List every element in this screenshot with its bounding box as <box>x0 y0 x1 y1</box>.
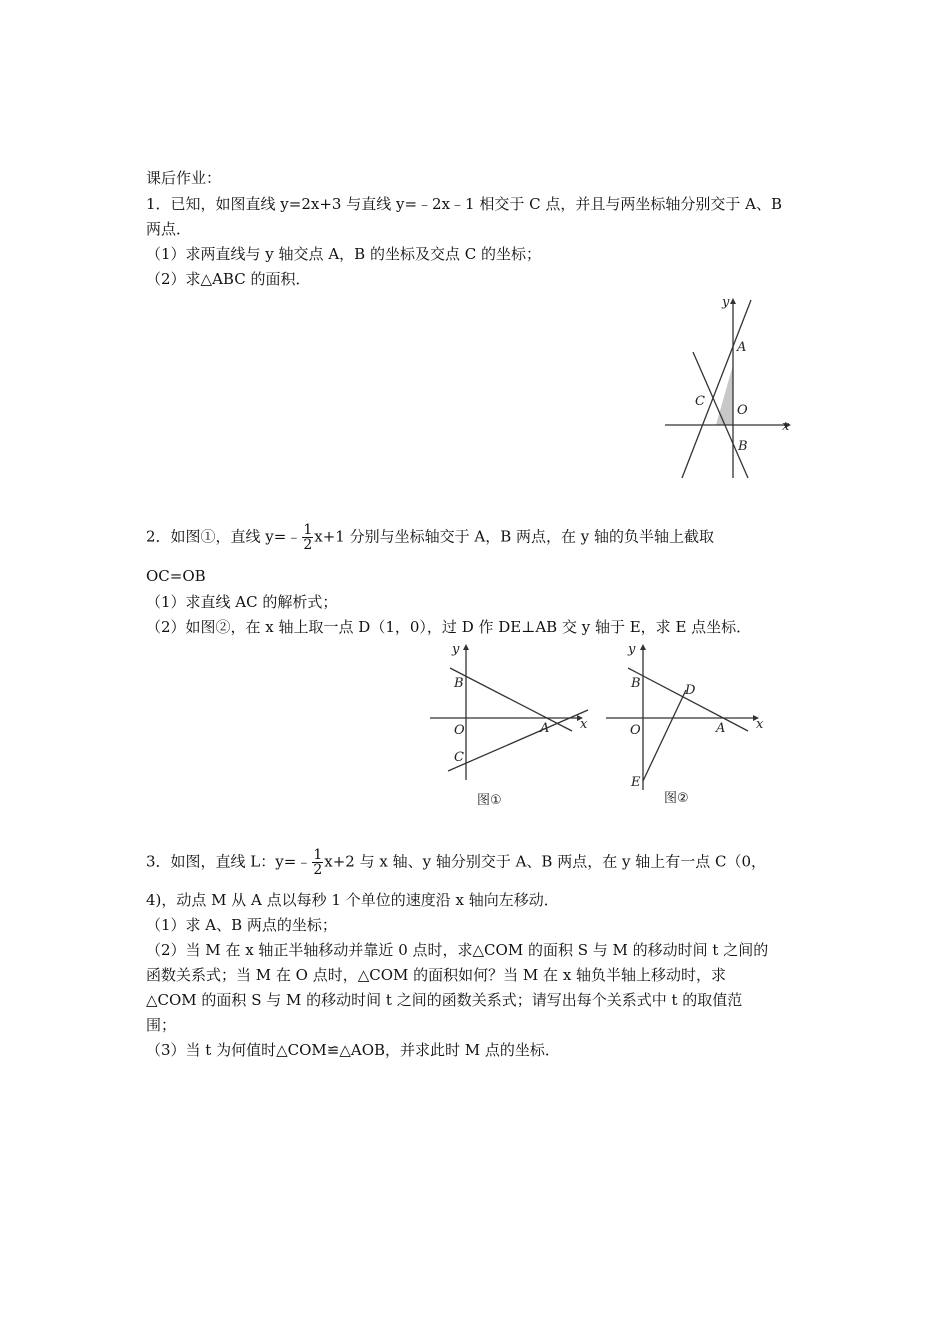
figure-2-caption: 图② <box>664 791 689 806</box>
q3-frac-denominator: 2 <box>313 862 323 878</box>
y-axis-label: y <box>628 642 636 657</box>
q2-figure-1 <box>430 640 600 815</box>
x-axis-label: x <box>782 419 790 434</box>
homework-title: 课后作业： <box>146 169 222 187</box>
point-c-label: C <box>454 750 464 765</box>
triangle-abc-shading <box>716 365 733 425</box>
y-axis-label: y <box>722 295 730 310</box>
line-ac <box>448 710 588 771</box>
q3-part3: （3）当 t 为何值时△COM≌△AOB，并求此时 M 点的坐标． <box>146 1041 560 1059</box>
q3-fraction <box>312 848 323 877</box>
q3-text-pre: 3．如图，直线 L：y=﹣ <box>146 852 312 871</box>
q2-frac-denominator: 2 <box>303 537 313 553</box>
q3-text-post: x+2 与 x 轴、y 轴分别交于 A、B 两点，在 y 轴上有一点 C（0， <box>324 852 767 871</box>
q3-part2-line1: （2）当 M 在 x 轴正半轴移动并靠近 0 点时，求△COM 的面积 S 与 M 的移动时间 t 之间的 <box>146 941 769 959</box>
q1-statement-line2: 两点． <box>146 220 192 238</box>
origin-label: O <box>454 723 465 738</box>
point-b-label: B <box>454 676 464 691</box>
figure-1-caption: 图① <box>477 793 502 808</box>
point-a-label: A <box>716 721 726 736</box>
q2-part2: （2）如图②，在 x 轴上取一点 D（1，0），过 D 作 DE⊥AB 交 y 轴于 E，求 E 点坐标． <box>146 618 752 636</box>
origin-label: O <box>630 723 641 738</box>
q2-statement-line1 <box>146 523 714 552</box>
q1-statement-line1: 1．已知，如图直线 y=2x+3 与直线 y=﹣2x﹣1 相交于 C 点，并且与两坐标轴分别交于 A、B <box>146 195 783 213</box>
q2-statement-line2: OC=OB <box>146 567 206 585</box>
point-e-label: E <box>631 775 641 790</box>
q3-part1: （1）求 A、B 两点的坐标； <box>146 916 337 934</box>
x-axis-label: x <box>756 717 764 732</box>
point-a-label: A <box>737 340 747 355</box>
q3-part2-line2: 函数关系式；当 M 在 O 点时，△COM 的面积如何？当 M 在 x 轴负半轴上移动时，求 <box>146 966 727 984</box>
point-c-label: C <box>695 394 705 409</box>
q2-frac-numerator: 1 <box>303 522 313 538</box>
y-axis-label: y <box>452 642 460 657</box>
q3-frac-numerator: 1 <box>313 847 323 863</box>
q3-part2-line4: 围； <box>146 1016 177 1034</box>
y-axis-arrow <box>730 298 736 304</box>
q2-figure-2 <box>606 640 776 815</box>
q2-fraction <box>302 523 313 552</box>
q3-statement-line1 <box>146 848 766 877</box>
q2-text-pre: 2．如图①，直线 y=﹣ <box>146 527 302 546</box>
line-de <box>643 690 686 781</box>
q3-statement-line2: 4)，动点 M 从 A 点以每秒 1 个单位的速度沿 x 轴向左移动． <box>146 891 559 909</box>
point-a-label: A <box>540 721 550 736</box>
q2-text-post: x+1 分别与坐标轴交于 A，B 两点，在 y 轴的负半轴上截取 <box>314 527 715 546</box>
point-d-label: D <box>685 683 696 698</box>
point-b-label: B <box>631 676 641 691</box>
y-axis-arrow <box>640 644 646 650</box>
q2-part1: （1）求直线 AC 的解析式； <box>146 593 338 611</box>
q1-part2: （2）求△ABC 的面积． <box>146 270 311 288</box>
y-axis-arrow <box>463 644 469 650</box>
line-ab <box>450 668 572 731</box>
q1-part1: （1）求两直线与 y 轴交点 A，B 的坐标及交点 C 的坐标； <box>146 245 541 263</box>
line-ab <box>628 668 748 731</box>
q1-figure <box>660 292 800 482</box>
q3-part2-line3: △COM 的面积 S 与 M 的移动时间 t 之间的函数关系式；请写出每个关系式中 t 的取值范 <box>146 991 743 1009</box>
origin-label: O <box>737 403 748 418</box>
x-axis-label: x <box>580 717 588 732</box>
point-b-label: B <box>738 439 748 454</box>
